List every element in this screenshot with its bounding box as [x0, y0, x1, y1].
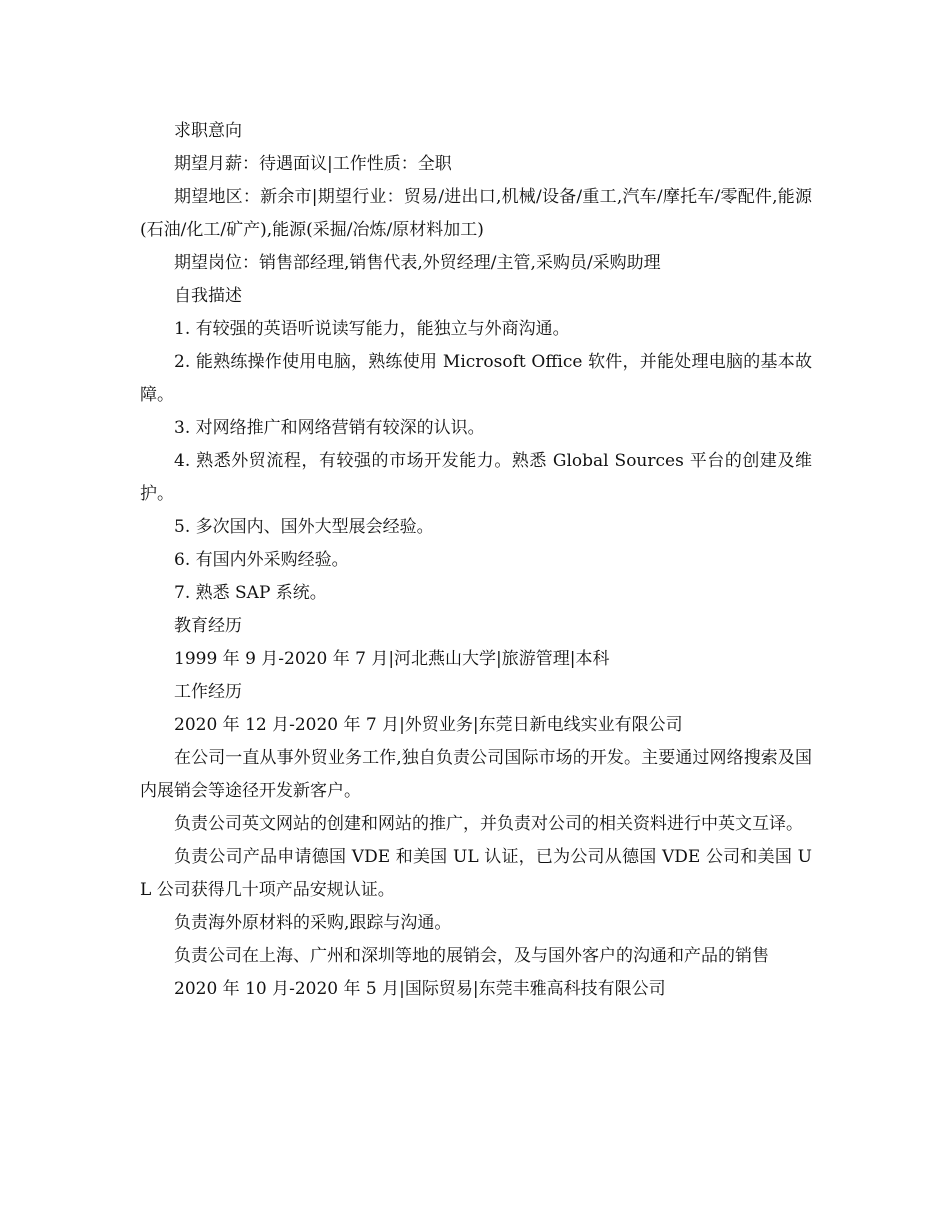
- education-heading: 教育经历: [174, 616, 242, 636]
- job-duty: 负责海外原材料的采购,跟踪与沟通。: [174, 913, 452, 933]
- self-description-item: 3. 对网络推广和网络营销有较深的认识。: [174, 418, 485, 438]
- self-description-item: 6. 有国内外采购经验。: [174, 550, 349, 570]
- job-title-line: 2020 年 10 月-2020 年 5 月|国际贸易|东莞丰雅高科技有限公司: [174, 979, 666, 999]
- self-description-item: 2. 能熟练操作使用电脑，熟练使用 Microsoft Office 软件，并能处理电脑的基本故障。: [140, 352, 812, 405]
- salary-line: 期望月薪：待遇面议|工作性质：全职: [174, 154, 452, 174]
- self-description-item: 5. 多次国内、国外大型展会经验。: [174, 517, 434, 537]
- job-duty: 负责公司英文网站的创建和网站的推广，并负责对公司的相关资料进行中英文互译。: [174, 814, 803, 834]
- self-description-item: 1. 有较强的英语听说读写能力，能独立与外商沟通。: [174, 319, 570, 339]
- job-duty: 负责公司在上海、广州和深圳等地的展销会，及与国外客户的沟通和产品的销售: [174, 946, 769, 966]
- work-heading: 工作经历: [174, 682, 242, 702]
- job-title-line: 2020 年 12 月-2020 年 7 月|外贸业务|东莞日新电线实业有限公司: [174, 715, 683, 735]
- position-line: 期望岗位：销售部经理,销售代表,外贸经理/主管,采购员/采购助理: [174, 253, 661, 273]
- self-description-heading: 自我描述: [174, 286, 242, 306]
- job-intention-heading: 求职意向: [174, 121, 242, 141]
- education-entry: 1999 年 9 月-2020 年 7 月|河北燕山大学|旅游管理|本科: [174, 649, 610, 669]
- job-duty: 在公司一直从事外贸业务工作,独自负责公司国际市场的开发。主要通过网络搜索及国内展销会等途径开发新客户。: [140, 748, 812, 801]
- job-duty: 负责公司产品申请德国 VDE 和美国 UL 认证，已为公司从德国 VDE 公司和美国 UL 公司获得几十项产品安规认证。: [140, 847, 812, 900]
- resume-page: [140, 115, 812, 1006]
- region-industry-line: 期望地区：新余市|期望行业：贸易/进出口,机械/设备/重工,汽车/摩托车/零配件,能源(石油/化工/矿产),能源(采掘/冶炼/原材料加工): [140, 187, 812, 240]
- self-description-item: 7. 熟悉 SAP 系统。: [174, 583, 327, 603]
- self-description-item: 4. 熟悉外贸流程，有较强的市场开发能力。熟悉 Global Sources 平台的创建及维护。: [140, 451, 812, 504]
